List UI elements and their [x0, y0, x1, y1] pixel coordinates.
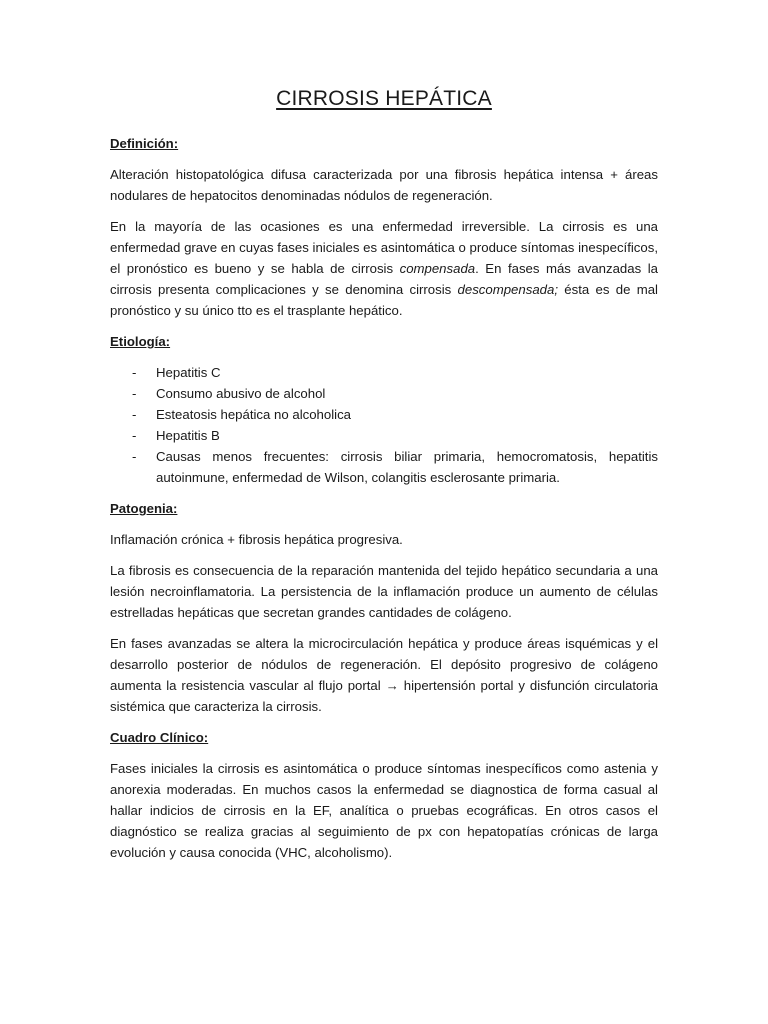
list-item [110, 425, 658, 446]
cuadro-clinico-paragraph-1: Fases iniciales la cirrosis es asintomática o produce síntomas inespecíficos como astenia y anorexia moderadas. En muchos casos la enfermedad se diagnostica de forma casual al hallar indicios de cirrosis en la EF, analítica o pruebas ecográficas. En otros casos el diagnóstico se realiza gracias al seguimiento de px con hepatopatías crónicas de larga evolución y causa conocida (VHC, alcoholismo). [110, 761, 658, 860]
list-dash: - [132, 449, 137, 464]
list-item-text: Hepatitis C [156, 365, 221, 380]
etiologia-list [110, 362, 658, 488]
list-dash: - [132, 428, 137, 443]
text-run: En fases avanzadas se altera la microcirculación hepática y produce áreas isquémicas y el desarrollo posterior de nódulos de regeneración. El depósito progresivo de colágeno aumenta la resistencia vascular al flujo portal [110, 636, 658, 693]
page-title: CIRROSIS HEPÁTICA [276, 87, 492, 110]
heading-cuadro-clinico: Cuadro Clínico: [110, 730, 209, 745]
patogenia-paragraph-1: Inflamación crónica + fibrosis hepática progresiva. [110, 532, 403, 547]
list-item [110, 383, 658, 404]
definicion-paragraph-1: Alteración histopatológica difusa caracterizada por una fibrosis hepática intensa + áreas nodulares de hepatocitos denominadas nódulos de regeneración. [110, 167, 658, 203]
heading-etiologia: Etiología: [110, 334, 171, 349]
text-run: . En fases más avanzadas la cirrosis presenta complicaciones y se denomina cirrosis [110, 261, 658, 297]
list-dash: - [132, 386, 137, 401]
list-item [110, 362, 658, 383]
heading-definicion: Definición: [110, 136, 179, 151]
list-item [110, 446, 658, 488]
list-item-text: Esteatosis hepática no alcoholica [156, 407, 352, 422]
italic-term-descompensada: descompensada; [457, 282, 558, 297]
arrow-right-icon: → [385, 678, 399, 693]
italic-term-compensada: compensada [399, 261, 476, 276]
list-dash: - [132, 407, 137, 422]
list-item-text: Causas menos frecuentes: cirrosis biliar primaria, hemocromatosis, hepatitis autoinmune, enfermedad de Wilson, colangitis esclerosante primaria. [156, 449, 658, 485]
list-dash: - [132, 365, 137, 380]
definicion-paragraph-2 [110, 216, 658, 321]
list-item [110, 404, 658, 425]
text-run: En la mayoría de las ocasiones es una enfermedad irreversible. La cirrosis es una enfermedad grave en cuyas fases iniciales es asintomática o produce síntomas inespecíficos, el pronóstico es bueno y se habla de cirrosis [110, 219, 658, 276]
list-item-text: Hepatitis B [156, 428, 220, 443]
patogenia-paragraph-3 [110, 633, 658, 717]
list-item-text: Consumo abusivo de alcohol [156, 386, 326, 401]
text-run: hipertensión portal y disfunción circulatoria sistémica que caracteriza la cirrosis. [110, 678, 658, 714]
heading-patogenia: Patogenia: [110, 501, 178, 516]
patogenia-paragraph-2: La fibrosis es consecuencia de la reparación mantenida del tejido hepático secundaria a una lesión necroinflamatoria. La persistencia de la inflamación produce un aumento de células estrelladas hepáticas que secretan grandes cantidades de colágeno. [110, 563, 658, 620]
text-run: ésta es de mal pronóstico y su único tto es el trasplante hepático. [110, 282, 658, 318]
